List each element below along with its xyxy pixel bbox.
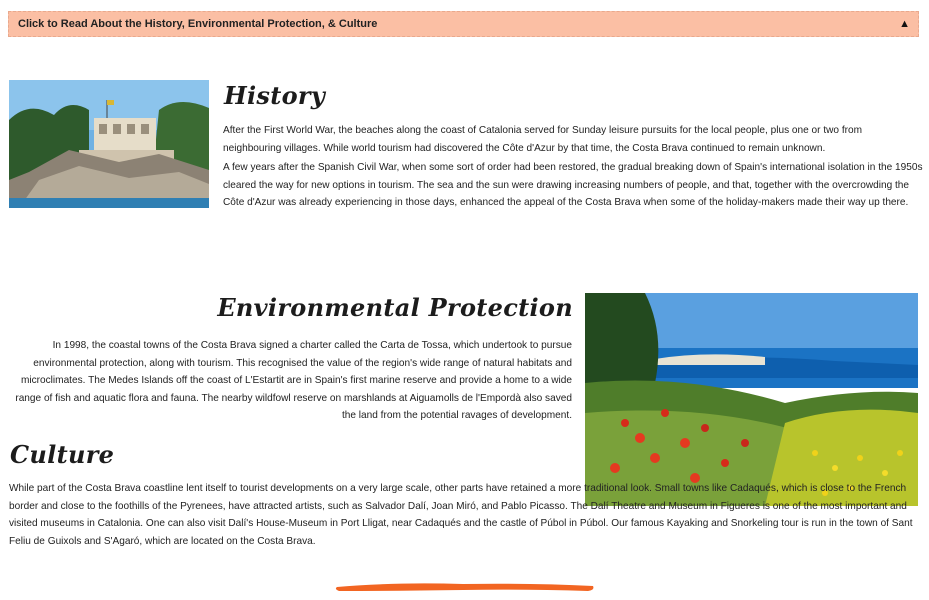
coast-flowers-photo [585,293,918,506]
culture-heading: Culture [10,440,115,469]
environmental-heading: Environmental Protection [217,293,573,322]
triangle-up-icon[interactable]: ▲ [899,17,910,30]
environmental-paragraph: In 1998, the coastal towns of the Costa Brava signed a charter called the Carta de Tossa, which undertook to pursue environmental protection, along with tourism. This recognised the value of the region's wide range of natural habitats and microclimates. The Medes Islands off the coast of L'Estartit are in Spain's first marine reserve and provide a home to a wide range of fish and aquatic flora and fauna. The nearby wildfowl reserve on marshlands at Aiguamolls de l'Empordà also saved the land from the potential ravages of development. [15,340,572,421]
history-paragraph-1: After the First World War, the beaches along the coast of Catalonia served for Sunday leisure pursuits for the local people, plus one or two from neighbouring villages. While world tourism had discovered the Côte d'Azur by that time, the Costa Brava continued to remain unknown. [223,125,863,154]
history-heading: History [224,81,326,110]
culture-paragraph: While part of the Costa Brava coastline lent itself to tourist developments on a very large scale, other parts have retained a more traditional look. Small towns like Cadaqués, which is close to the French border and close to the foothills of the Pyrenees, have attracted artists, such as Salvador Dalí, Joan Miró, and Pablo Picasso. The Dalí Theatre and Museum in Figueres is one of the most important and visited museums in Catalonia. One can also visit Dalí's House-Museum in Port Lligat, near Cadaqués and the castle of Púbol in Púbol. Our famous Kayaking and Snorkeling tour is run in the town of Sant Feliu de Guixols and S'Agaró, which are located on the Costa Brava. [9,483,913,547]
accordion-label: Click to Read About the History, Environmental Protection, & Culture [18,18,378,30]
castle-coast-image [9,80,209,208]
history-photo [9,80,209,208]
history-paragraph-2: A few years after the Spanish Civil War, when some sort of order had been restored, the gradual breaking down of Spain's international isolation in the 1950s cleared the way for new options in tourism. The sea and the sun were drawing increasing numbers of people, and that, together with the overcrowding the Côte d'Azur was already experiencing in those days, enhanced the appeal of the Costa Brava when some of the holiday-makers made their way up there. [223,162,923,208]
brush-stroke-divider [333,578,598,594]
accordion-toggle[interactable] [8,11,919,37]
coast-flowers-image [585,293,918,506]
